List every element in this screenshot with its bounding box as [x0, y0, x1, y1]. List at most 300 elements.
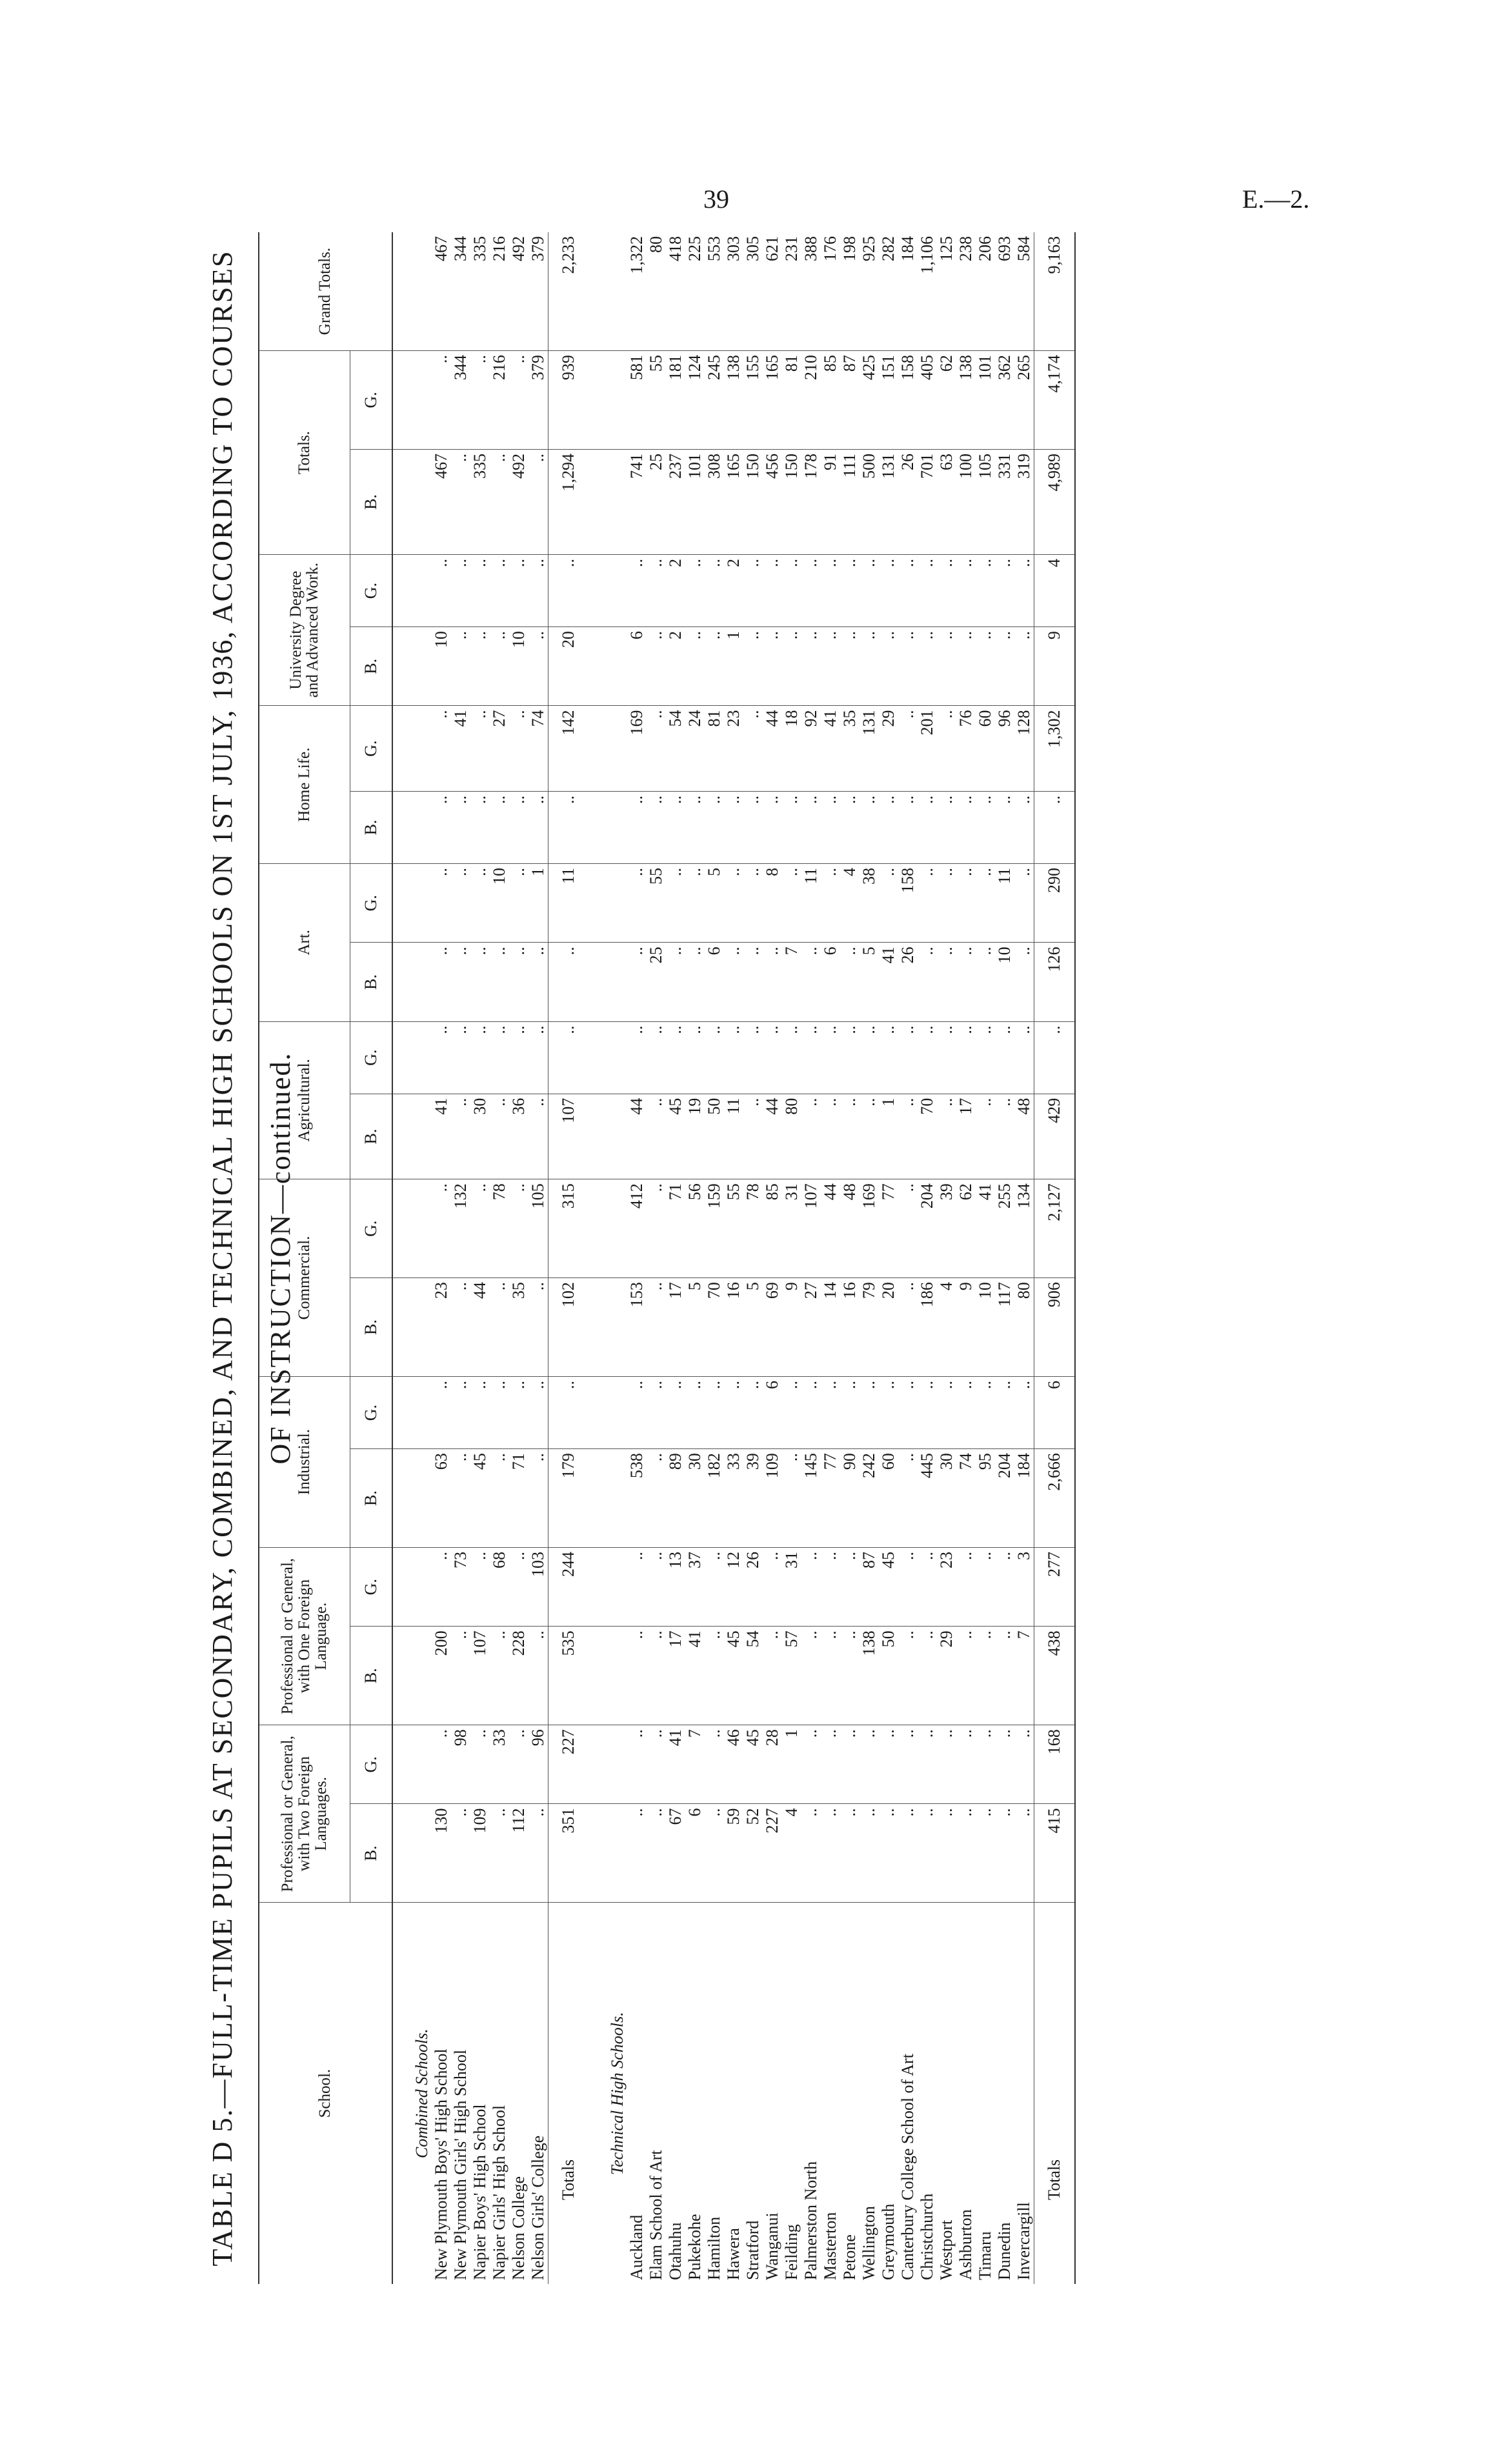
school-name: Stratford	[743, 2220, 762, 2280]
value-cell: 17	[956, 1094, 976, 1179]
value-cell: 27	[490, 706, 509, 792]
value-cell: 198	[840, 232, 860, 351]
value-cell: 200	[432, 1627, 451, 1725]
value-cell: ..	[860, 1094, 879, 1179]
empty-cell	[588, 1449, 627, 1548]
value-cell: 79	[860, 1278, 879, 1377]
value-cell: 584	[1014, 232, 1034, 351]
school-name: Masterton	[821, 2212, 840, 2280]
value-cell: ..	[743, 864, 763, 943]
value-cell: ..	[509, 1548, 528, 1627]
school-name: Totals	[1034, 1903, 1076, 2284]
value-cell: ..	[470, 943, 490, 1021]
value-cell: 10	[976, 1278, 995, 1377]
value-cell: ..	[490, 1021, 509, 1094]
value-cell: 179	[548, 1449, 589, 1548]
value-cell: 4,174	[1034, 351, 1076, 450]
rotated-table-container	[194, 232, 1239, 2284]
value-cell: 9	[1034, 627, 1076, 706]
value-cell: 35	[840, 706, 860, 792]
value-cell: ..	[898, 1094, 918, 1179]
value-cell: 126	[1034, 943, 1076, 1021]
value-cell: 55	[647, 351, 666, 450]
value-cell: 7	[1014, 1627, 1034, 1725]
value-cell: 78	[490, 1179, 509, 1278]
value-cell: ..	[724, 1377, 743, 1449]
value-cell: ..	[647, 1021, 666, 1094]
value-cell: ..	[898, 1179, 918, 1278]
value-cell: 8	[763, 864, 782, 943]
table-row	[995, 232, 1014, 2284]
value-cell: ..	[898, 1804, 918, 1903]
empty-cell	[588, 1377, 627, 1449]
value-cell: ..	[432, 351, 451, 450]
value-cell: 27	[801, 1278, 821, 1377]
value-cell: 70	[918, 1094, 937, 1179]
value-cell: 701	[918, 449, 937, 554]
school-column-header: School.	[316, 2068, 334, 2118]
value-cell: ..	[548, 943, 589, 1021]
value-cell: 44	[470, 1278, 490, 1377]
page-code: E.—2.	[1242, 185, 1310, 214]
section-title: Combined Schools.	[412, 2028, 431, 2159]
value-cell: ..	[432, 943, 451, 1021]
table-row	[956, 232, 976, 2284]
value-cell: 44	[821, 1179, 840, 1278]
girls-column-header: G.	[350, 864, 393, 943]
group-header: Art.	[259, 864, 350, 1022]
value-cell: 125	[937, 232, 956, 351]
value-cell: ..	[937, 555, 956, 627]
empty-cell	[392, 232, 432, 351]
value-cell: ..	[801, 1725, 821, 1804]
value-cell: 39	[743, 1449, 763, 1548]
value-cell: 5	[705, 864, 724, 943]
value-cell: ..	[470, 351, 490, 450]
value-cell: 85	[821, 351, 840, 450]
value-cell: 39	[937, 1179, 956, 1278]
value-cell: 1	[724, 627, 743, 706]
value-cell: ..	[956, 943, 976, 1021]
value-cell: ..	[898, 791, 918, 863]
value-cell: ..	[743, 627, 763, 706]
value-cell: ..	[821, 627, 840, 706]
group-header-row	[259, 232, 350, 2284]
value-cell: ..	[918, 1627, 937, 1725]
value-cell: 41	[432, 1094, 451, 1179]
boys-column-header: B.	[350, 1627, 393, 1725]
value-cell: 405	[918, 351, 937, 450]
empty-cell	[588, 1804, 627, 1903]
value-cell: ..	[490, 1094, 509, 1179]
value-cell: 181	[666, 351, 685, 450]
table-caption: TABLE D 5.—FULL-TIME PUPILS AT SECONDARY, COMBINED, AND TECHNICAL HIGH SCHOOLS ON 1ST JULY, 1936, ACCORDING TO COURSES OF INSTRUCTION—continued.	[206, 250, 296, 2267]
table-row	[528, 232, 548, 2284]
value-cell: ..	[528, 943, 548, 1021]
value-cell: 1,322	[627, 232, 647, 351]
value-cell: ..	[647, 706, 666, 792]
value-cell: 54	[743, 1627, 763, 1725]
value-cell: 351	[548, 1804, 589, 1903]
value-cell: 425	[860, 351, 879, 450]
value-cell: ..	[490, 627, 509, 706]
value-cell: 134	[1014, 1179, 1034, 1278]
value-cell: ..	[879, 864, 898, 943]
value-cell: ..	[627, 864, 647, 943]
value-cell: ..	[995, 1021, 1014, 1094]
school-name: Totals	[548, 1903, 589, 2284]
empty-cell	[392, 449, 432, 554]
value-cell: 1	[782, 1725, 801, 1804]
value-cell: 33	[490, 1725, 509, 1804]
value-cell: 1,294	[548, 449, 589, 554]
value-cell: 344	[451, 232, 470, 351]
value-cell: ..	[995, 627, 1014, 706]
value-cell: ..	[782, 1377, 801, 1449]
value-cell: ..	[647, 627, 666, 706]
value-cell: ..	[860, 1725, 879, 1804]
value-cell: ..	[647, 1377, 666, 1449]
value-cell: ..	[763, 1021, 782, 1094]
value-cell: ..	[860, 791, 879, 863]
value-cell: 100	[956, 449, 976, 554]
value-cell: ..	[432, 1548, 451, 1627]
value-cell: 245	[705, 351, 724, 450]
empty-cell	[588, 1548, 627, 1627]
value-cell: ..	[509, 864, 528, 943]
boys-column-header: B.	[350, 1449, 393, 1548]
value-cell: ..	[860, 1021, 879, 1094]
value-cell: 107	[470, 1627, 490, 1725]
table-row	[763, 232, 782, 2284]
empty-cell	[392, 1179, 432, 1278]
value-cell: ..	[821, 1627, 840, 1725]
value-cell: 55	[724, 1179, 743, 1278]
value-cell: ..	[528, 1278, 548, 1377]
value-cell: 1	[879, 1094, 898, 1179]
value-cell: ..	[490, 1449, 509, 1548]
value-cell: ..	[937, 706, 956, 792]
value-cell: 96	[995, 706, 1014, 792]
value-cell: ..	[860, 1377, 879, 1449]
value-cell: ..	[956, 1021, 976, 1094]
school-name: Nelson Girls' College	[528, 2135, 547, 2280]
value-cell: 303	[724, 232, 743, 351]
value-cell: ..	[956, 1725, 976, 1804]
value-cell: ..	[685, 555, 705, 627]
value-cell: 25	[647, 943, 666, 1021]
value-cell: ..	[470, 1179, 490, 1278]
value-cell: 29	[879, 706, 898, 792]
value-cell: 23	[937, 1548, 956, 1627]
value-cell: 33	[724, 1449, 743, 1548]
value-cell: 4	[840, 864, 860, 943]
value-cell: ..	[918, 627, 937, 706]
value-cell: 165	[763, 351, 782, 450]
value-cell: ..	[666, 1021, 685, 1094]
value-cell: 362	[995, 351, 1014, 450]
empty-cell	[392, 864, 432, 943]
value-cell: ..	[840, 791, 860, 863]
value-cell: 178	[801, 449, 821, 554]
value-cell: ..	[937, 1804, 956, 1903]
value-cell: 204	[995, 1449, 1014, 1548]
value-cell: ..	[918, 1377, 937, 1449]
value-cell: 55	[647, 864, 666, 943]
school-name: Elam School of Art	[647, 2150, 665, 2280]
value-cell: ..	[490, 1278, 509, 1377]
value-cell: 11	[724, 1094, 743, 1179]
school-name: New Plymouth Girls' High School	[451, 2049, 470, 2280]
value-cell: 30	[937, 1449, 956, 1548]
value-cell: 153	[627, 1278, 647, 1377]
value-cell: ..	[528, 1094, 548, 1179]
value-cell: 20	[548, 627, 589, 706]
value-cell: 169	[627, 706, 647, 792]
value-cell: 418	[666, 232, 685, 351]
value-cell: ..	[647, 1094, 666, 1179]
empty-cell	[588, 1278, 627, 1377]
boys-column-header: B.	[350, 791, 393, 863]
value-cell: ..	[705, 1377, 724, 1449]
value-cell: ..	[528, 1449, 548, 1548]
value-cell: 165	[724, 449, 743, 554]
value-cell: 429	[1034, 1094, 1076, 1179]
value-cell: 319	[1014, 449, 1034, 554]
value-cell: 26	[743, 1548, 763, 1627]
school-name: Canterbury College School of Art	[898, 2054, 917, 2280]
value-cell: 17	[666, 1278, 685, 1377]
value-cell: 60	[976, 706, 995, 792]
value-cell: ..	[956, 1804, 976, 1903]
value-cell: 74	[528, 706, 548, 792]
value-cell: ..	[956, 791, 976, 863]
value-cell: ..	[528, 1804, 548, 1903]
value-cell: ..	[937, 864, 956, 943]
value-cell: ..	[432, 555, 451, 627]
value-cell: ..	[705, 1548, 724, 1627]
value-cell: 4,989	[1034, 449, 1076, 554]
value-cell: ..	[509, 1725, 528, 1804]
value-cell: ..	[509, 555, 528, 627]
table-row	[976, 232, 995, 2284]
section-heading-row	[392, 232, 432, 2284]
value-cell: 315	[548, 1179, 589, 1278]
value-cell: ..	[995, 1804, 1014, 1903]
value-cell: ..	[647, 1278, 666, 1377]
value-cell: 71	[666, 1179, 685, 1278]
girls-column-header: G.	[350, 706, 393, 792]
value-cell: 415	[1034, 1804, 1076, 1903]
value-cell: ..	[937, 1021, 956, 1094]
value-cell: ..	[956, 864, 976, 943]
value-cell: 23	[724, 706, 743, 792]
value-cell: ..	[782, 864, 801, 943]
boys-column-header: B.	[350, 627, 393, 706]
value-cell: 107	[801, 1179, 821, 1278]
value-cell: ..	[627, 1627, 647, 1725]
table-row	[451, 232, 470, 2284]
value-cell: 216	[490, 232, 509, 351]
value-cell: ..	[995, 791, 1014, 863]
value-cell: 9	[956, 1278, 976, 1377]
value-cell: ..	[451, 449, 470, 554]
value-cell: 925	[860, 232, 879, 351]
empty-cell	[392, 1627, 432, 1725]
value-cell: 95	[976, 1449, 995, 1548]
value-cell: ..	[470, 1548, 490, 1627]
value-cell: ..	[451, 627, 470, 706]
value-cell: ..	[976, 1627, 995, 1725]
value-cell: ..	[840, 1627, 860, 1725]
value-cell: 90	[840, 1449, 860, 1548]
value-cell: 80	[647, 232, 666, 351]
value-cell: ..	[666, 864, 685, 943]
value-cell: 201	[918, 706, 937, 792]
value-cell: ..	[763, 555, 782, 627]
value-cell: ..	[821, 864, 840, 943]
value-cell: 45	[879, 1548, 898, 1627]
value-cell: ..	[451, 1627, 470, 1725]
value-cell: ..	[490, 449, 509, 554]
school-name: Feilding	[782, 2224, 801, 2280]
school-name: Nelson College	[509, 2176, 528, 2280]
value-cell: ..	[763, 1627, 782, 1725]
value-cell: ..	[451, 864, 470, 943]
value-cell: 150	[743, 449, 763, 554]
value-cell: 20	[879, 1278, 898, 1377]
value-cell: 142	[548, 706, 589, 792]
empty-cell	[588, 1627, 627, 1725]
value-cell: 335	[470, 449, 490, 554]
value-cell: 168	[1034, 1725, 1076, 1804]
value-cell: ..	[976, 1548, 995, 1627]
value-cell: 57	[782, 1627, 801, 1725]
empty-cell	[392, 627, 432, 706]
value-cell: 91	[821, 449, 840, 554]
value-cell: 159	[705, 1179, 724, 1278]
value-cell: 939	[548, 351, 589, 450]
value-cell: 228	[509, 1627, 528, 1725]
school-name: Wellington	[860, 2206, 878, 2280]
value-cell: ..	[879, 791, 898, 863]
value-cell: ..	[470, 1377, 490, 1449]
empty-cell	[588, 627, 627, 706]
school-name: Invercargill	[1014, 2202, 1033, 2280]
value-cell: 204	[918, 1179, 937, 1278]
value-cell: ..	[490, 1804, 509, 1903]
value-cell: 112	[509, 1804, 528, 1903]
table-row	[724, 232, 743, 2284]
value-cell: ..	[879, 1804, 898, 1903]
value-cell: 467	[432, 449, 451, 554]
value-cell: ..	[782, 1021, 801, 1094]
table-row	[782, 232, 801, 2284]
school-name: Hawera	[724, 2228, 743, 2280]
value-cell: ..	[548, 555, 589, 627]
school-name: Palmerston North	[801, 2161, 820, 2280]
value-cell: 30	[470, 1094, 490, 1179]
value-cell: ..	[647, 1548, 666, 1627]
value-cell: 132	[451, 1179, 470, 1278]
value-cell: ..	[451, 1278, 470, 1377]
empty-cell	[588, 555, 627, 627]
group-header: Agricultural.	[259, 1021, 350, 1179]
value-cell: 50	[705, 1094, 724, 1179]
value-cell: 44	[627, 1094, 647, 1179]
value-cell: 176	[821, 232, 840, 351]
value-cell: 210	[801, 351, 821, 450]
value-cell: 282	[879, 232, 898, 351]
value-cell: 45	[470, 1449, 490, 1548]
girls-column-header: G.	[350, 351, 393, 450]
girls-column-header: G.	[350, 1179, 393, 1278]
value-cell: ..	[509, 1021, 528, 1094]
value-cell: ..	[724, 1021, 743, 1094]
value-cell: 4	[1034, 555, 1076, 627]
value-cell: 150	[782, 449, 801, 554]
value-cell: ..	[451, 1804, 470, 1903]
value-cell: 70	[705, 1278, 724, 1377]
value-cell: ..	[937, 791, 956, 863]
value-cell: ..	[840, 943, 860, 1021]
value-cell: 553	[705, 232, 724, 351]
value-cell: 906	[1034, 1278, 1076, 1377]
value-cell: ..	[528, 627, 548, 706]
boys-column-header: B.	[350, 449, 393, 554]
value-cell: 29	[937, 1627, 956, 1725]
table-row	[432, 232, 451, 2284]
value-cell: ..	[898, 627, 918, 706]
value-cell: ..	[490, 791, 509, 863]
value-cell: 2	[666, 555, 685, 627]
value-cell: 73	[451, 1548, 470, 1627]
value-cell: ..	[451, 1449, 470, 1548]
value-cell: ..	[995, 1725, 1014, 1804]
value-cell: ..	[1014, 1377, 1034, 1449]
value-cell: ..	[1014, 555, 1034, 627]
value-cell: ..	[898, 706, 918, 792]
value-cell: ..	[801, 555, 821, 627]
girls-column-header: G.	[350, 555, 393, 627]
empty-cell	[588, 232, 627, 351]
value-cell: ..	[821, 555, 840, 627]
empty-cell	[392, 1449, 432, 1548]
value-cell: 445	[918, 1449, 937, 1548]
value-cell: 67	[666, 1804, 685, 1903]
value-cell: 117	[995, 1278, 1014, 1377]
value-cell: 238	[956, 232, 976, 351]
value-cell: ..	[782, 791, 801, 863]
value-cell: 38	[860, 864, 879, 943]
value-cell: ..	[937, 1094, 956, 1179]
value-cell: 41	[685, 1627, 705, 1725]
value-cell: 28	[763, 1725, 782, 1804]
school-name: Auckland	[627, 2214, 646, 2280]
value-cell: ..	[801, 1094, 821, 1179]
value-cell: ..	[956, 555, 976, 627]
value-cell: 492	[509, 449, 528, 554]
value-cell: 35	[509, 1278, 528, 1377]
value-cell: ..	[840, 1021, 860, 1094]
value-cell: 216	[490, 351, 509, 450]
value-cell: 23	[432, 1278, 451, 1377]
empty-cell	[588, 943, 627, 1021]
value-cell: ..	[801, 627, 821, 706]
value-cell: ..	[1034, 1021, 1076, 1094]
value-cell: 3	[1014, 1548, 1034, 1627]
value-cell: ..	[685, 864, 705, 943]
